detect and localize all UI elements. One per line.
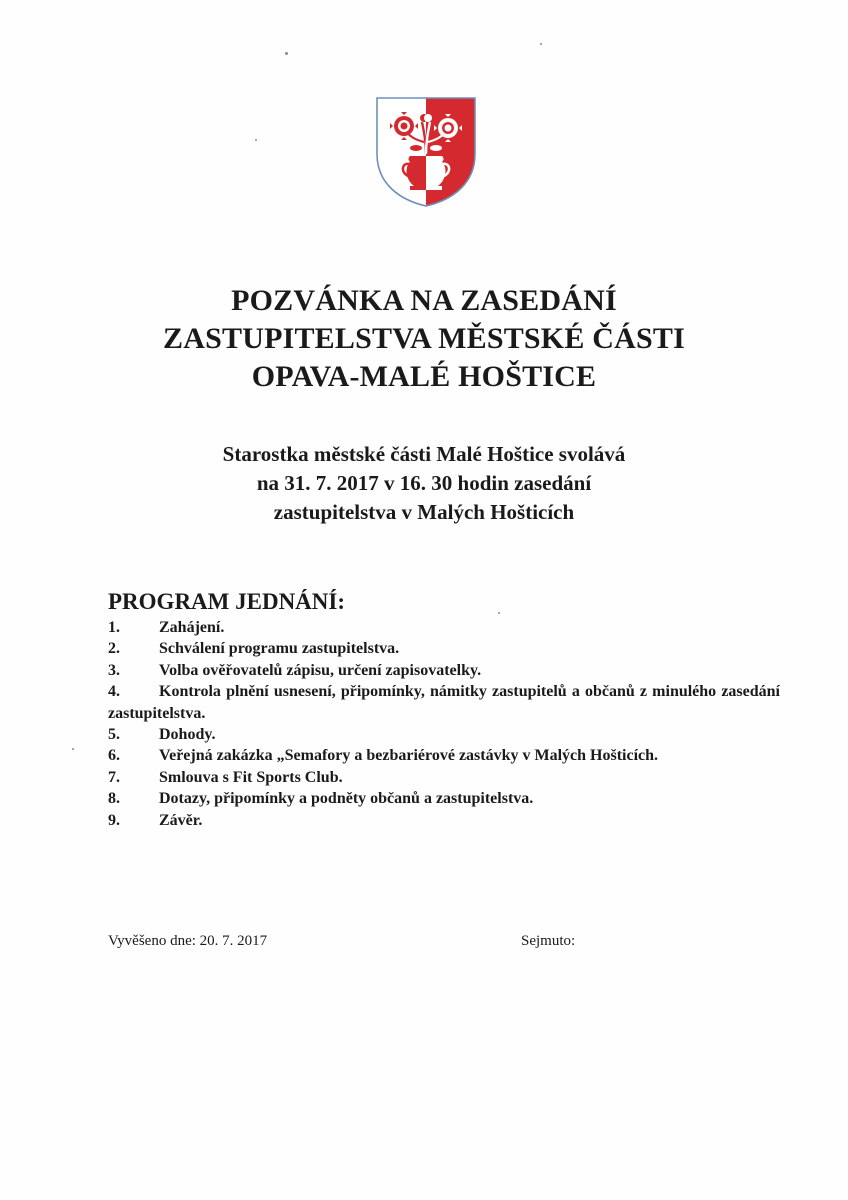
agenda-item-number: 8. [108,790,120,808]
agenda-item-text: Veřejná zakázka „Semafory a bezbariérové zastávky v Malých Hošticích. [159,747,659,765]
agenda-item-text: Zahájení. [159,619,225,636]
title-line: OPAVA-MALÉ HOŠTICE [251,360,597,393]
agenda-item [108,724,780,745]
agenda-item-number: 5. [108,726,120,744]
agenda-item [108,810,780,831]
scan-speck [255,139,257,141]
agenda-item-number: 2. [108,640,120,658]
agenda-item [108,681,780,724]
agenda-item-text: Schválení programu zastupitelstva. [159,640,400,658]
title-line: ZASTUPITELSTVA MĚSTSKÉ ČÁSTI [163,322,685,355]
agenda-item-number: 6. [108,747,120,765]
agenda-item-text: Smlouva s Fit Sports Club. [159,768,343,786]
agenda-item-text: Volba ověřovatelů zápisu, určení zapisovatelky. [159,661,482,679]
agenda-item-text: Kontrola plnění usnesení, připomínky, námitky zastupitelů a občanů z minulého zasedání zastupitelstva. [108,683,780,722]
agenda-item-number: 7. [108,768,120,786]
document-title [0,282,848,396]
agenda-item [108,660,780,681]
agenda-item-number: 3. [108,661,120,679]
program-heading: PROGRAM JEDNÁNÍ: [108,589,346,614]
agenda-item-number: 9. [108,811,120,829]
title-line: POZVÁNKA NA ZASEDÁNÍ [231,284,617,317]
agenda-item [108,617,780,638]
agenda-item [108,638,780,659]
scan-speck [285,52,288,55]
coat-of-arms-icon [374,96,478,208]
agenda-list [108,617,780,831]
agenda-item-text: Dohody. [159,726,216,744]
scan-speck [540,43,542,45]
agenda-item-number: 1. [108,619,120,636]
meeting-announcement [0,440,848,527]
agenda-item [108,745,780,766]
posted-date: Vyvěšeno dne: 20. 7. 2017 [108,933,268,949]
agenda-item-text: Dotazy, připomínky a podněty občanů a zastupitelstva. [159,790,534,808]
scan-speck [498,612,500,614]
subtitle-line: Starostka městské části Malé Hoštice svolává [222,442,626,466]
agenda-item [108,767,780,788]
agenda-item-text: Závěr. [159,811,203,829]
subtitle-line: zastupitelstva v Malých Hošticích [273,500,575,524]
agenda-item-number: 4. [108,683,120,701]
agenda-item [108,788,780,809]
removed-date-label: Sejmuto: [521,933,576,949]
subtitle-line: na 31. 7. 2017 v 16. 30 hodin zasedání [256,471,592,495]
scan-speck [72,748,74,750]
